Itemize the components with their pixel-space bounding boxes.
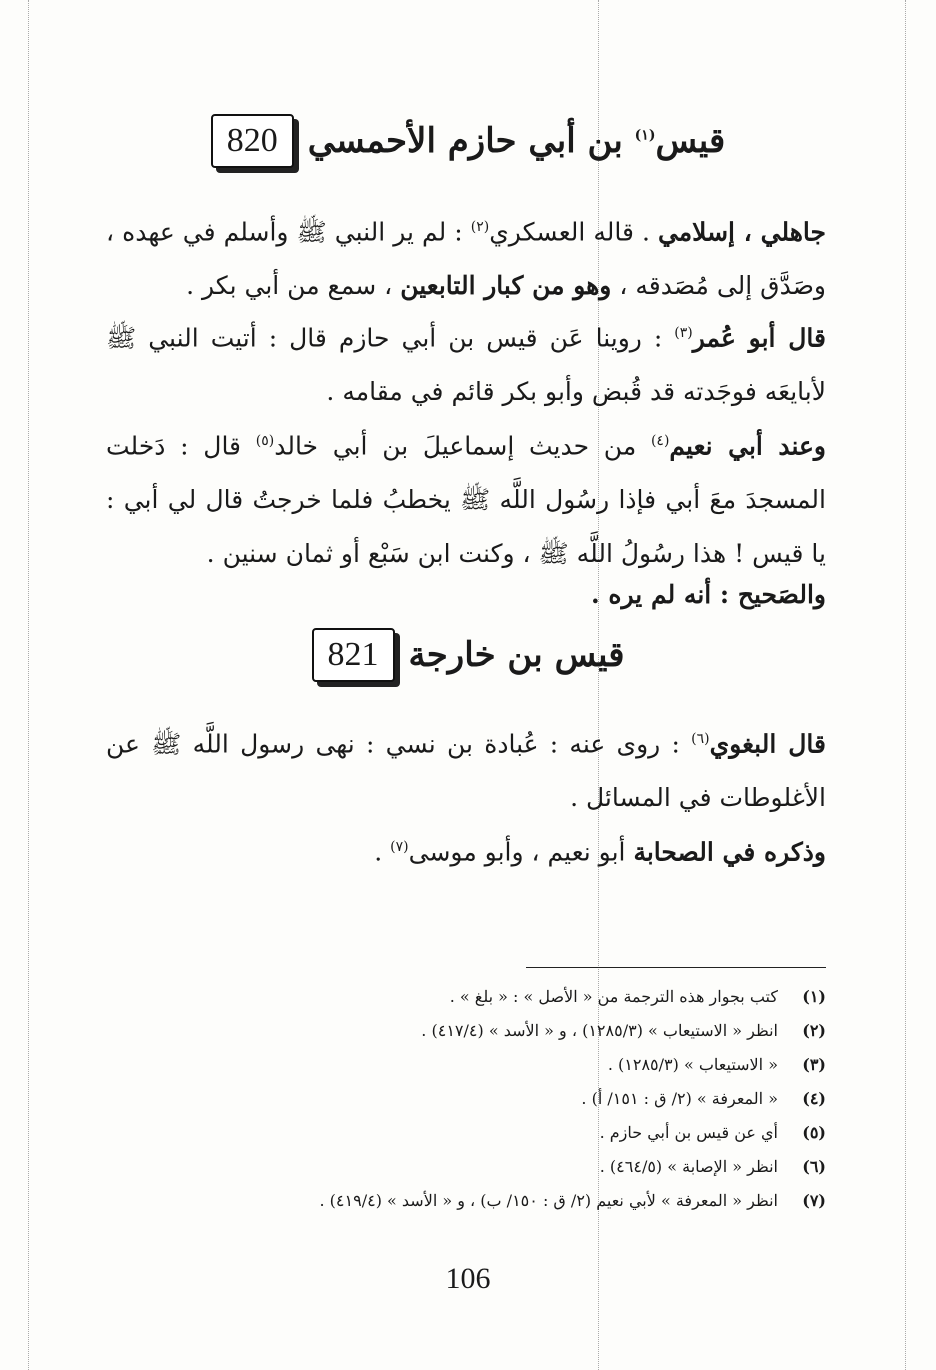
footnote: (١)كتب بجوار هذه الترجمة من « الأصل » : « بلغ » . [449,987,826,1006]
entry-heading-820 [0,114,936,168]
footnote-divider [526,967,826,968]
conclusion-text: والصَحيح : أنه لم يره . [591,580,826,609]
margin-dotted-line [905,0,906,1370]
paragraph: جاهلي ، إسلامي . قاله العسكري$^{(٢)}$ : لم ير النبي ﷺ وأسلم في عهده ، وصَدَّق إلى مُصَدقه ، وهو من كبار التابعين ، سمع من أبي بكر . [106,217,826,301]
footnote: (٦)انظر « الإصابة » (٤٦٤/٥) . [599,1157,826,1176]
footnote: (٥)أي عن قيس بن أبي حازم . [599,1123,826,1142]
paragraph: وذكره في الصحابة أبو نعيم ، وأبو موسى$^{(٧)}$ . [374,837,826,867]
page-number: 106 [445,1262,491,1295]
footnote: (٤)« المعرفة » (٢/ ق : ١٥١/ أ) . [581,1089,826,1108]
entry-title: قيس بن خارجة [408,635,625,675]
entry-heading-821 [0,628,936,682]
paragraph: قال البغوي$^{(٦)}$ : روى عنه : عُبادة بن نسي : نهى رسول اللَّه ﷺ عن الأغلوطات في المسائل . [106,729,827,813]
footnote: (٣)« الاستيعاب » (١٢٨٥/٣) . [607,1055,826,1074]
paragraph: وعند أبي نعيم$^{(٤)}$ من حديث إسماعيلَ بن أبي خالد$^{(٥)}$ قال : دَخلت المسجدَ معَ أبي فإذا رسُول اللَّه ﷺ يخطبُ فلما خرجتُ قال لي أبي : يا قيس ! هذا رسُولُ اللَّه ﷺ ، وكنت ابن سَبْع أو ثمان سنين . [106,431,826,569]
paragraph: قال أبو عُمر$^{(٣)}$ : روينا عَن قيس بن أبي حازم قال : أتيت النبي ﷺ لأبايعَه فوجَدته قد قُبض وأبو بكر قائم في مقامه . [106,323,826,407]
entry-number-box: 820 [211,114,294,168]
entry-number-box: 821 [312,628,395,682]
margin-dotted-line [28,0,29,1370]
footnotes-list [106,980,826,1218]
footnote: (٧)انظر « المعرفة » لأبي نعيم (٢/ ق : ١٥٠/ ب) ، و « الأسد » (٤١٩/٤) . [319,1191,826,1210]
entry-title: قيس$^{(١)}$ بن أبي حازم الأحمسي [307,121,726,161]
footnote: (٢)انظر « الاستيعاب » (١٢٨٥/٣) ، و « الأسد » (٤١٧/٤) . [421,1021,826,1040]
